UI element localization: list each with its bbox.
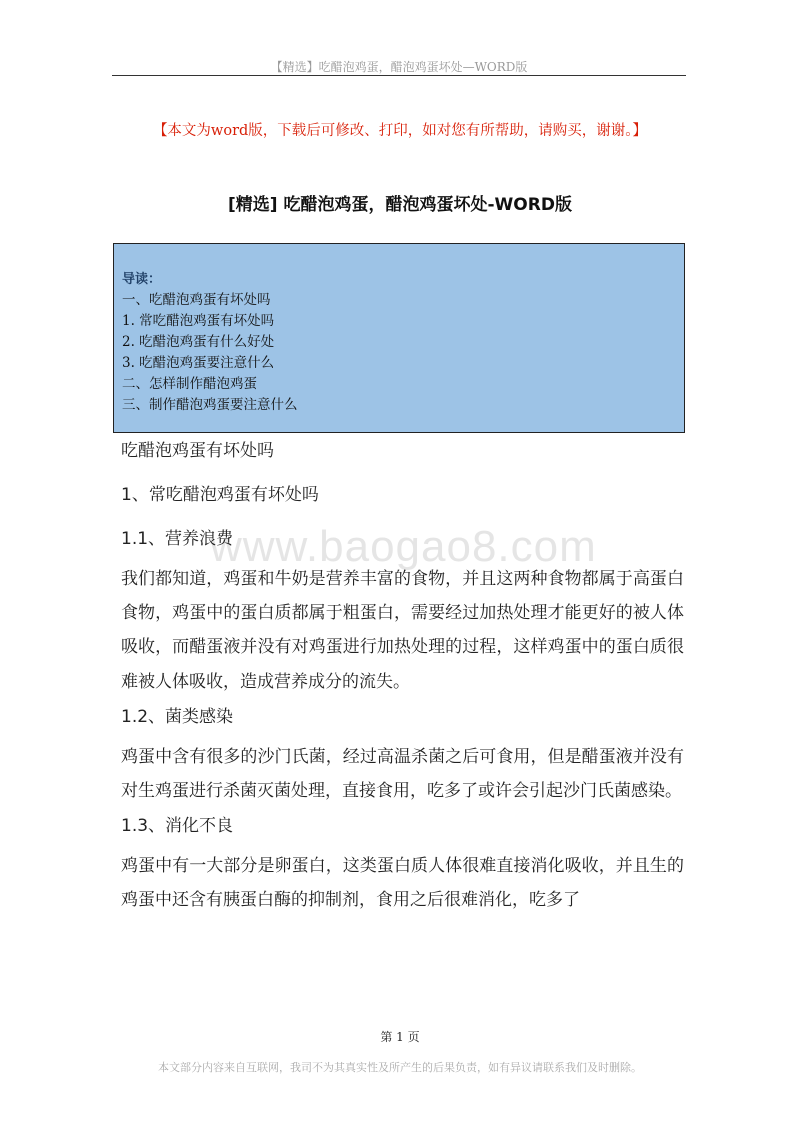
- subsection-heading: 1、常吃醋泡鸡蛋有坏处吗: [121, 485, 319, 505]
- page-number: 第 1 页: [380, 1030, 420, 1044]
- guide-box: [113, 243, 685, 433]
- guide-item: 1. 常吃醋泡鸡蛋有坏处吗: [122, 313, 275, 329]
- guide-item: 2. 吃醋泡鸡蛋有什么好处: [122, 334, 275, 350]
- header-divider: [112, 75, 686, 76]
- word-version-notice: 【本文为word版，下载后可修改、打印，如对您有所帮助，请购买，谢谢。】: [152, 123, 648, 139]
- paragraph: 鸡蛋中有一大部分是卵蛋白，这类蛋白质人体很难直接消化吸收，并且生的鸡蛋中还含有胰蛋白酶的抑制剂，食用之后很难消化，吃多了: [121, 856, 684, 911]
- guide-label: 导读：: [122, 272, 162, 287]
- point-heading: 1.1、营养浪费: [121, 529, 234, 549]
- paragraph: 我们都知道，鸡蛋和牛奶是营养丰富的食物，并且这两种食物都属于高蛋白食物，鸡蛋中的蛋白质都属于粗蛋白，需要经过加热处理才能更好的被人体吸收，而醋蛋液并没有对鸡蛋进行加热处理的过程，这样鸡蛋中的蛋白质很难被人体吸收，造成营养成分的流失。: [121, 569, 684, 692]
- point-heading: 1.2、菌类感染: [121, 706, 234, 727]
- guide-item: 3. 吃醋泡鸡蛋要注意什么: [122, 355, 275, 371]
- paragraph: 鸡蛋中含有很多的沙门氏菌，经过高温杀菌之后可食用，但是醋蛋液并没有对生鸡蛋进行杀菌灭菌处理，直接食用，吃多了或许会引起沙门氏菌感染。: [121, 746, 684, 802]
- section-heading: 吃醋泡鸡蛋有坏处吗: [121, 441, 274, 461]
- page-header: 【精选】吃醋泡鸡蛋，醋泡鸡蛋坏处—WORD版: [270, 60, 528, 74]
- guide-item: 二、怎样制作醋泡鸡蛋: [122, 376, 257, 392]
- body-text: [121, 441, 684, 926]
- watermark: www.baogao8.com: [210, 522, 597, 571]
- footer-disclaimer: 本文部分内容来自互联网，我司不为其真实性及所产生的后果负责，如有异议请联系我们及时删除。: [158, 1061, 642, 1074]
- document-title: [精选] 吃醋泡鸡蛋，醋泡鸡蛋坏处-WORD版: [228, 195, 572, 215]
- point-heading: 1.3、消化不良: [121, 816, 234, 837]
- guide-item: 一、吃醋泡鸡蛋有坏处吗: [122, 292, 271, 308]
- guide-item: 三、制作醋泡鸡蛋要注意什么: [122, 397, 298, 413]
